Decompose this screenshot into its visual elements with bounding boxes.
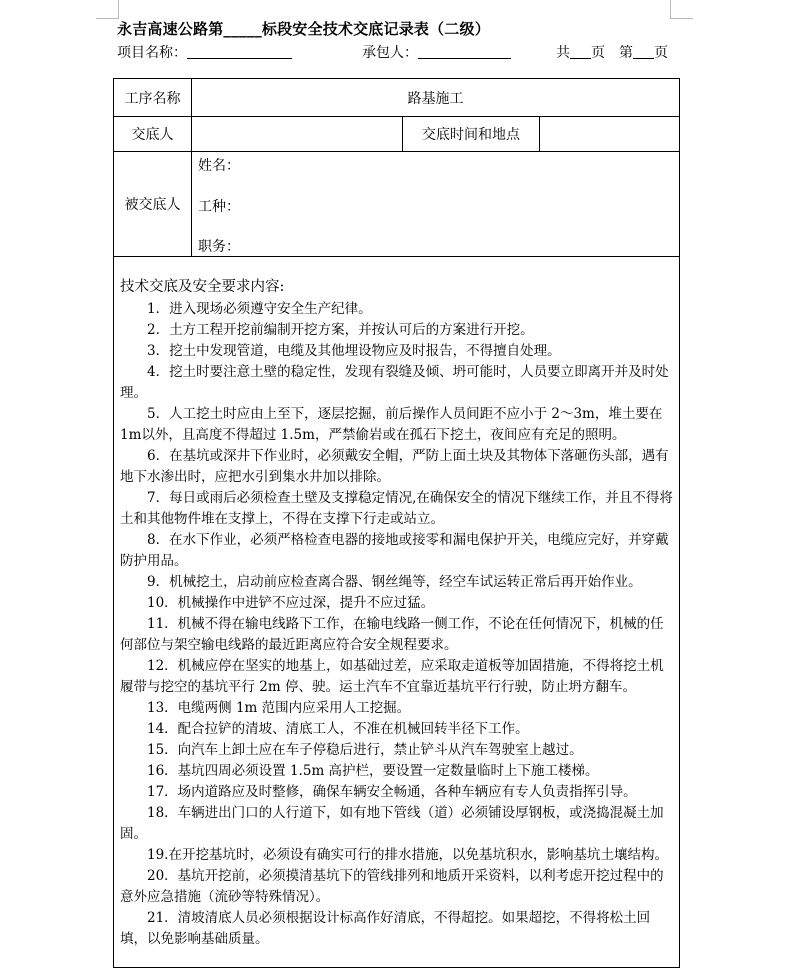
time-place-value [540,117,679,151]
requirement-item: 1．进入现场必须遵守安全生产纪律。 [147,301,372,317]
contractor-label: 承包人： [362,45,418,61]
process-label: 工序名称 [114,79,192,116]
recipient-details [192,152,679,256]
requirement-item: 13．电缆两侧 1m 范围内应采用人工挖掘。 [147,700,411,716]
project-name-label: 项目名称： [117,45,187,61]
requirement-item: 10．机械操作中进铲不应过深，提升不应过猛。 [147,595,435,611]
requirement-item: 6．在基坑或深井下作业时，必须戴安全帽，严防上面土块及其物体下落砸伤头部，遇有地下水渗出时，应把水引到集水井加以排除。 [120,448,669,485]
process-row [114,79,679,117]
contractor-field [362,42,511,62]
requirement-item: 14．配合拉铲的清坡、清底工人，不准在机械回转半径下工作。 [147,721,529,737]
briefer-row [114,117,679,152]
safety-content [114,257,679,967]
requirement-item: 12．机械应停在坚实的地基上，如基础过差，应采取走道板等加固措施，不得将挖土机履带与挖空的基坑平行 2m 停、驶。运土汽车不宜靠近基坑平行行驶，防止坍方翻车。 [120,658,664,695]
trade-label: 工种： [198,199,240,215]
page-corner-mark-left [96,0,119,19]
page-current-prefix: 第 [619,45,633,61]
requirement-item: 18．车辆进出门口的人行道下，如有地下管线（道）必须铺设厚钢板，或浇捣混凝土加固。 [120,805,664,842]
requirement-item: 9．机械挖土，启动前应检查离合器、钢丝绳等，经空车试运转正常后再开始作业。 [147,574,642,590]
page-unit-2: 页 [654,45,668,61]
recipient-row [114,152,679,257]
position-label: 职务： [198,239,240,255]
requirement-item: 11．机械不得在输电线路下工作，在输电线路一侧工作，不论在任何情况下，机械的任何部位与架空输电线路的最近距离应符合安全规程要求。 [120,616,664,653]
process-value: 路基施工 [407,90,464,107]
document-title: 永吉高速公路第_____标段安全技术交底记录表（二级） [117,20,490,38]
page-unit-1: 页 [591,45,605,61]
requirement-item: 17．场内道路应及时整修，确保车辆安全畅通，各种车辆应有专人负责指挥引导。 [147,784,637,800]
project-name-blank [187,44,292,59]
requirement-item: 4．挖土时要注意土壁的稳定性，发现有裂缝及倾、坍可能时，人员要立即离开并及时处理。 [120,364,669,401]
briefer-label: 交底人 [114,117,192,151]
page-corner-mark-right [670,0,693,19]
page-total-blank [570,44,591,59]
requirement-list [120,299,673,950]
content-heading: 技术交底及安全要求内容: [120,279,285,295]
requirement-item: 19.在开挖基坑时，必须设有确实可行的排水措施，以免基坑积水，影响基坑土壤结构。 [147,847,668,863]
requirement-item: 2．土方工程开挖前编制开挖方案，并按认可后的方案进行开挖。 [147,322,534,338]
name-label: 姓名： [198,158,240,174]
page-total-prefix: 共 [556,45,570,61]
requirement-item: 20．基坑开挖前，必须摸清基坑下的管线排列和地质开采资料，以利考虑开挖过程中的意外应急措施（流砂等特殊情况）。 [120,868,664,905]
contractor-blank [418,44,511,59]
page-count-field [556,42,668,62]
briefing-table [113,78,680,968]
requirement-item: 15．向汽车上卸土应在车子停稳后进行，禁止铲斗从汽车驾驶室上越过。 [147,742,583,758]
requirement-item: 5．人工挖土时应由上至下，逐层挖掘，前后操作人员间距不应小于 2～3m，堆土要在1m以外，且高度不得超过 1.5m，严禁偷岩或在孤石下挖土，夜间应有充足的照明。 [120,406,663,443]
time-place-label: 交底时间和地点 [403,117,540,151]
requirement-item: 16．基坑四周必须设置 1.5m 高护栏，要设置一定数量临时上下施工楼梯。 [147,763,599,779]
project-name-field [117,42,292,62]
requirement-item: 3．挖土中发现管道，电缆及其他埋设物应及时报告，不得擅自处理。 [147,343,561,359]
requirement-item: 7．每日或雨后必须检查土壁及支撑稳定情况,在确保安全的情况下继续工作，并且不得将土和其他物件堆在支撑上，不得在支撑下行走或站立。 [120,490,673,527]
briefer-value [192,117,403,151]
requirement-item: 21．清坡清底人员必须根据设计标高作好清底，不得超挖。如果超挖，不得将松土回填，以免影响基础质量。 [120,910,651,947]
recipient-label: 被交底人 [114,152,192,256]
requirement-item: 8．在水下作业，必须严格检查电器的接地或接零和漏电保护开关，电缆应完好，并穿戴防护用品。 [120,532,669,569]
page-current-blank [633,44,654,59]
